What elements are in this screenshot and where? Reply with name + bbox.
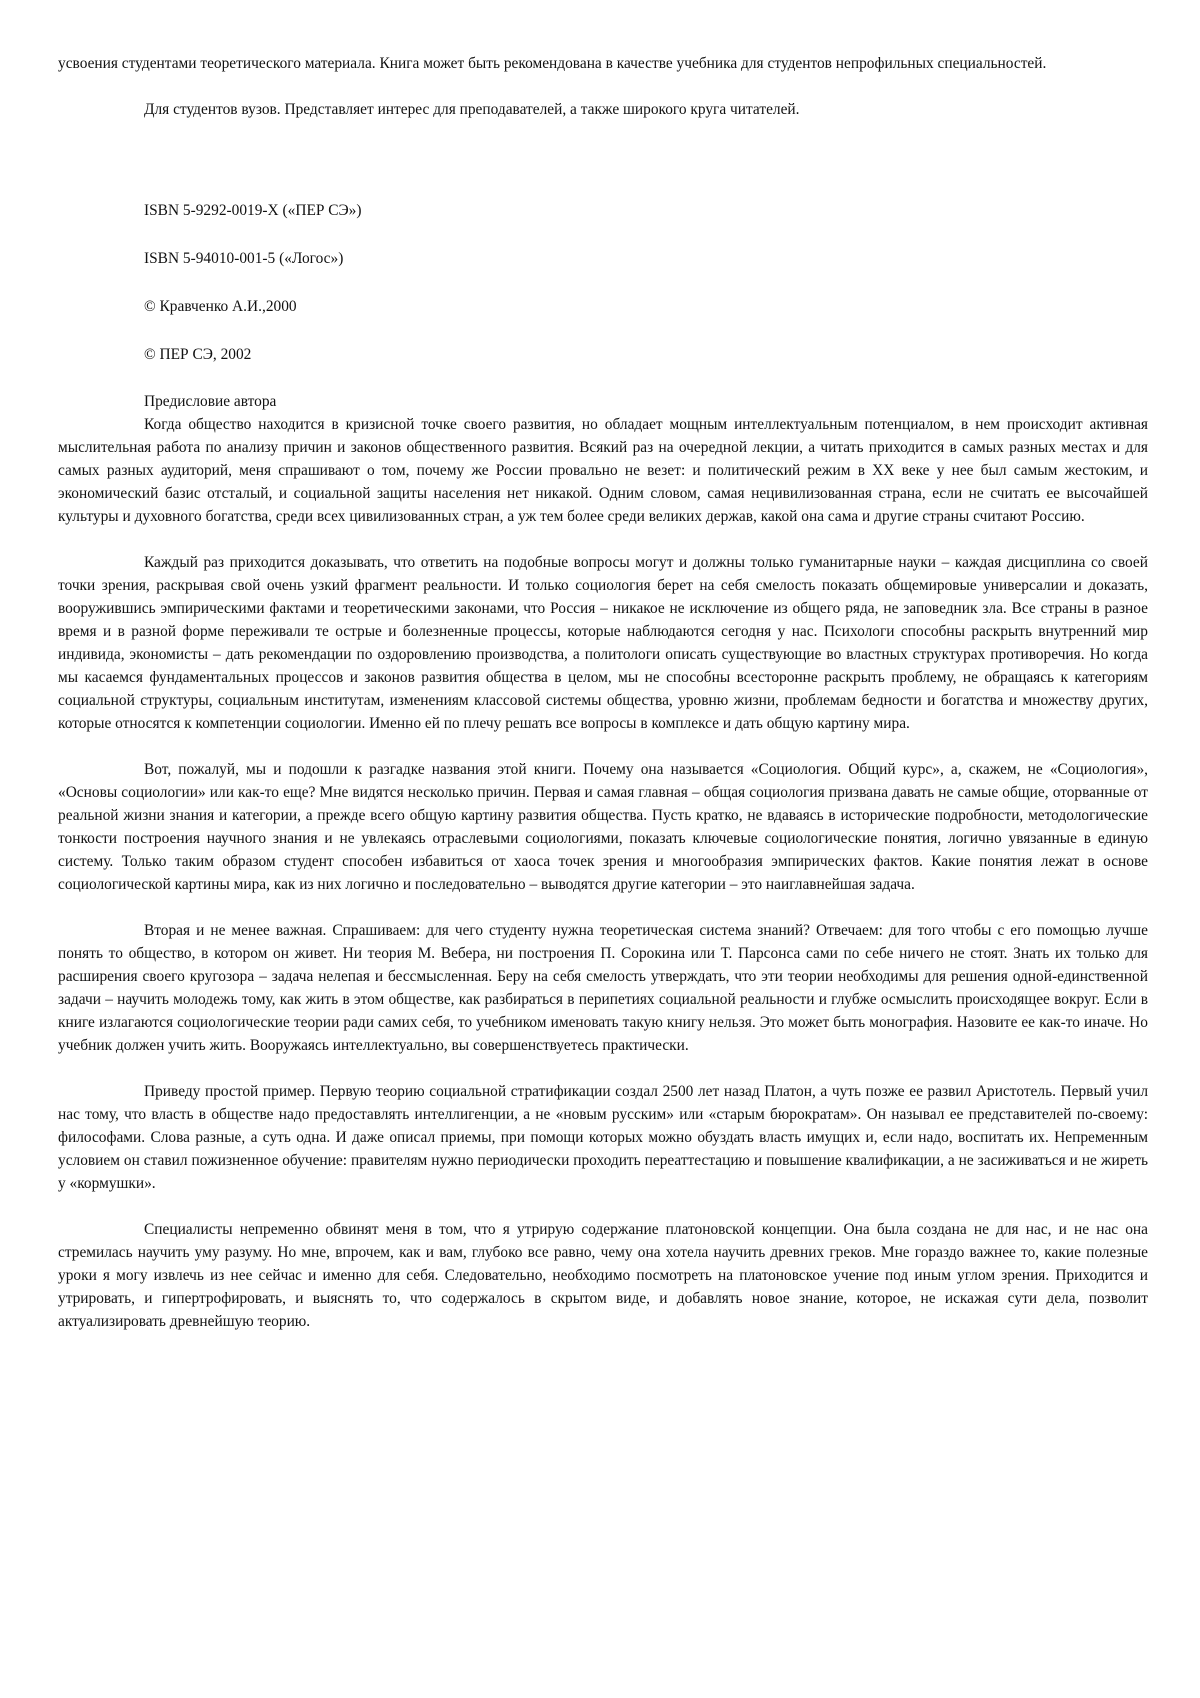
intro-audience: Для студентов вузов. Представляет интерес для преподавателей, а также широкого круга читателей. — [144, 101, 800, 118]
preface-title: Предисловие автора — [144, 393, 277, 410]
preface-body — [58, 413, 1148, 1333]
imprint-block — [58, 199, 1148, 366]
document-page — [58, 52, 1148, 1333]
preface-paragraph: Приведу простой пример. Первую теорию социальной стратификации создал 2500 лет назад Платон, а чуть позже ее развил Аристотель. Первый учил нас тому, что власть в обществе надо предоставлять интеллигенции, а не «новым русским» или «старым бюрократам». Он называл ее представителей по-своему: философами. Слова разные, а суть одна. И даже описал приемы, при помощи которых можно обуздать власть имущих и, если надо, воспитать их. Непременным условием он ставил пожизненное обучение: правителям нужно периодически проходить переаттестацию и повышение квалификации, а не засиживаться и не жиреть у «кормушки». — [58, 1083, 1148, 1192]
isbn-2: ISBN 5-94010-001-5 («Логос») — [144, 250, 344, 267]
intro-continuation: усвоения студентами теоретического материала. Книга может быть рекомендована в качестве учебника для студентов непрофильных специальностей. — [58, 55, 1047, 72]
isbn-1: ISBN 5-9292-0019-Х («ПЕР СЭ») — [144, 202, 362, 219]
preface-paragraph: Каждый раз приходится доказывать, что ответить на подобные вопросы могут и должны только гуманитарные науки – каждая дисциплина со своей точки зрения, раскрывая свой очень узкий фрагмент реальности. И только социология берет на себя смелость показать общемировые универсалии и доказать, вооружившись эмпирическими фактами и теоретическими законами, что Россия – никакое не исключение из общего ряда, не заповедник зла. Все страны в разное время и в разной форме переживали те острые и болезненные процессы, которые наблюдаются сегодня у нас. Психологи способны раскрыть внутренний мир индивида, экономисты – дать рекомендации по оздоровлению производства, а политологи описать существующие во властных структурах противоречия. Но когда мы касаемся фундаментальных процессов и законов развития общества в целом, мы не способны всесторонне раскрыть проблему, не обращаясь к категориям социальной структуры, социальным институтам, изменениям классовой системы общества, уровню жизни, проблемам бедности и богатства и множеству других, которые относятся к компетенции социологии. Именно ей по плечу решать все вопросы в комплексе и дать общую картину мира. — [58, 554, 1148, 732]
preface-paragraph: Вторая и не менее важная. Спрашиваем: для чего студенту нужна теоретическая система знаний? Отвечаем: для того чтобы с его помощью лучше понять то общество, в котором он живет. Ни теория М. Вебера, ни построения П. Сорокина или Т. Парсонса сами по себе ничего не стоят. Знать их только для расширения своего кругозора – задача нелепая и бессмысленная. Беру на себя смелость утверждать, что эти теории необходимы для решения одной-единственной задачи – научить молодежь тому, как жить в этом обществе, как разбираться в перипетиях социальной реальности и глубже осмыслить происходящее вокруг. Если в книге излагаются социологические теории ради самих себя, то учебником именовать такую книгу нельзя. Это может быть монография. Назовите ее как-то иначе. Но учебник должен учить жить. Вооружаясь интеллектуально, вы совершенствуетесь практически. — [58, 922, 1148, 1054]
preface-paragraph: Вот, пожалуй, мы и подошли к разгадке названия этой книги. Почему она называется «Социология. Общий курс», а, скажем, не «Социология», «Основы социологии» или как-то еще? Мне видятся несколько причин. Первая и самая главная – общая социология призвана давать не самые общие, оторванные от реальной жизни знания и категории, а прежде всего общую картину развития общества. Пусть кратко, не вдаваясь в исторические подробности, методологические тонкости построения научного знания и не увлекаясь отраслевыми социологиями, показать ключевые социологические понятия, логично увязанные в единую систему. Только таким образом студент способен избавиться от хаоса точек зрения и многообразия эмпирических фактов. Какие понятия лежат в основе социологической картины мира, как из них логично и последовательно – выводятся другие категории – это наиглавнейшая задача. — [58, 761, 1148, 893]
copyright-author: © Кравченко А.И.,2000 — [144, 298, 297, 315]
preface-paragraph: Специалисты непременно обвинят меня в том, что я утрирую содержание платоновской концепции. Она была создана не для нас, и не нас она стремилась научить уму разуму. Но мне, впрочем, как и вам, глубоко все равно, чему она хотела научить древних греков. Мне гораздо важнее то, какие полезные уроки я могу извлечь из нее сейчас и именно для себя. Следовательно, необходимо посмотреть на платоновское учение под иным углом зрения. Приходится и утрировать, и гипертрофировать, и выяснять то, что содержалось в скрытом виде, и добавлять новое знание, которое, не искажая сути дела, позволит актуализировать древнейшую теорию. — [58, 1221, 1148, 1330]
copyright-publisher: © ПЕР СЭ, 2002 — [144, 346, 252, 363]
preface-paragraph: Когда общество находится в кризисной точке своего развития, но обладает мощным интеллектуальным потенциалом, в нем происходит активная мыслительная работа по анализу причин и законов общественного развития. Всякий раз на очередной лекции, а читать приходится в самых разных местах и для самых разных аудиторий, меня спрашивают о том, почему же России провально не везет: и политический режим в XX веке у нее был самым жестоким, и экономический базис отсталый, и социальной защиты населения нет никакой. Одним словом, самая нецивилизованная страна, если не считать ее высочайшей культуры и духовного богатства, среди всех цивилизованных стран, а уж тем более среди великих держав, какой она сама и другие страны считают Россию. — [58, 416, 1148, 525]
